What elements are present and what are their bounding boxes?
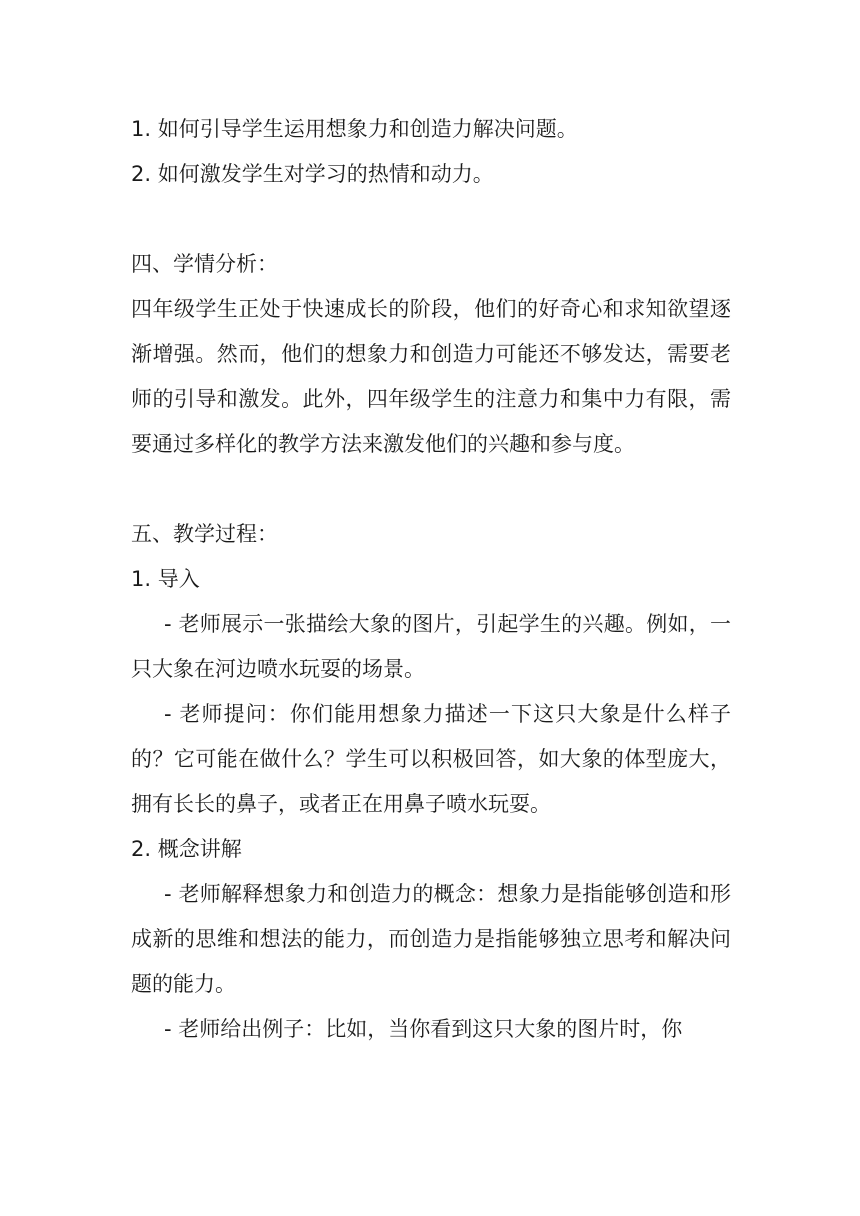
introduction-item-2: - 老师提问：你们能用想象力描述一下这只大象是什么样子的？它可能在做什么？学生可以积极回答，如大象的体型庞大，拥有长长的鼻子，或者正在用鼻子喷水玩耍。 — [131, 702, 731, 816]
student-analysis-paragraph: 四年级学生正处于快速成长的阶段，他们的好奇心和求知欲望逐渐增强。然而，他们的想象力和创造力可能还不够发达，需要老师的引导和激发。此外，四年级学生的注意力和集中力有限，需要通过多样化的教学方法来激发他们的兴趣和参与度。 — [131, 297, 731, 456]
difficult-point-1: 1. 如何引导学生运用想象力和创造力解决问题。 — [131, 117, 578, 141]
difficult-point-2: 2. 如何激发学生对学习的热情和动力。 — [131, 162, 494, 186]
step-title-introduction: 1. 导入 — [131, 567, 200, 591]
step-title-concept-explanation: 2. 概念讲解 — [131, 837, 242, 861]
blank-line — [131, 467, 731, 512]
introduction-item-1: - 老师展示一张描绘大象的图片，引起学生的兴趣。例如，一只大象在河边喷水玩耍的场景。 — [131, 612, 731, 681]
section-heading-student-analysis: 四、学情分析： — [131, 252, 278, 276]
section-heading-teaching-process: 五、教学过程： — [131, 522, 278, 546]
concept-item-1: - 老师解释想象力和创造力的概念：想象力是指能够创造和形成新的思维和想法的能力，而创造力是指能够独立思考和解决问题的能力。 — [131, 882, 731, 996]
blank-line — [131, 197, 731, 242]
concept-item-2: - 老师给出例子：比如，当你看到这只大象的图片时，你 — [164, 1017, 683, 1041]
document-body — [131, 107, 731, 1052]
